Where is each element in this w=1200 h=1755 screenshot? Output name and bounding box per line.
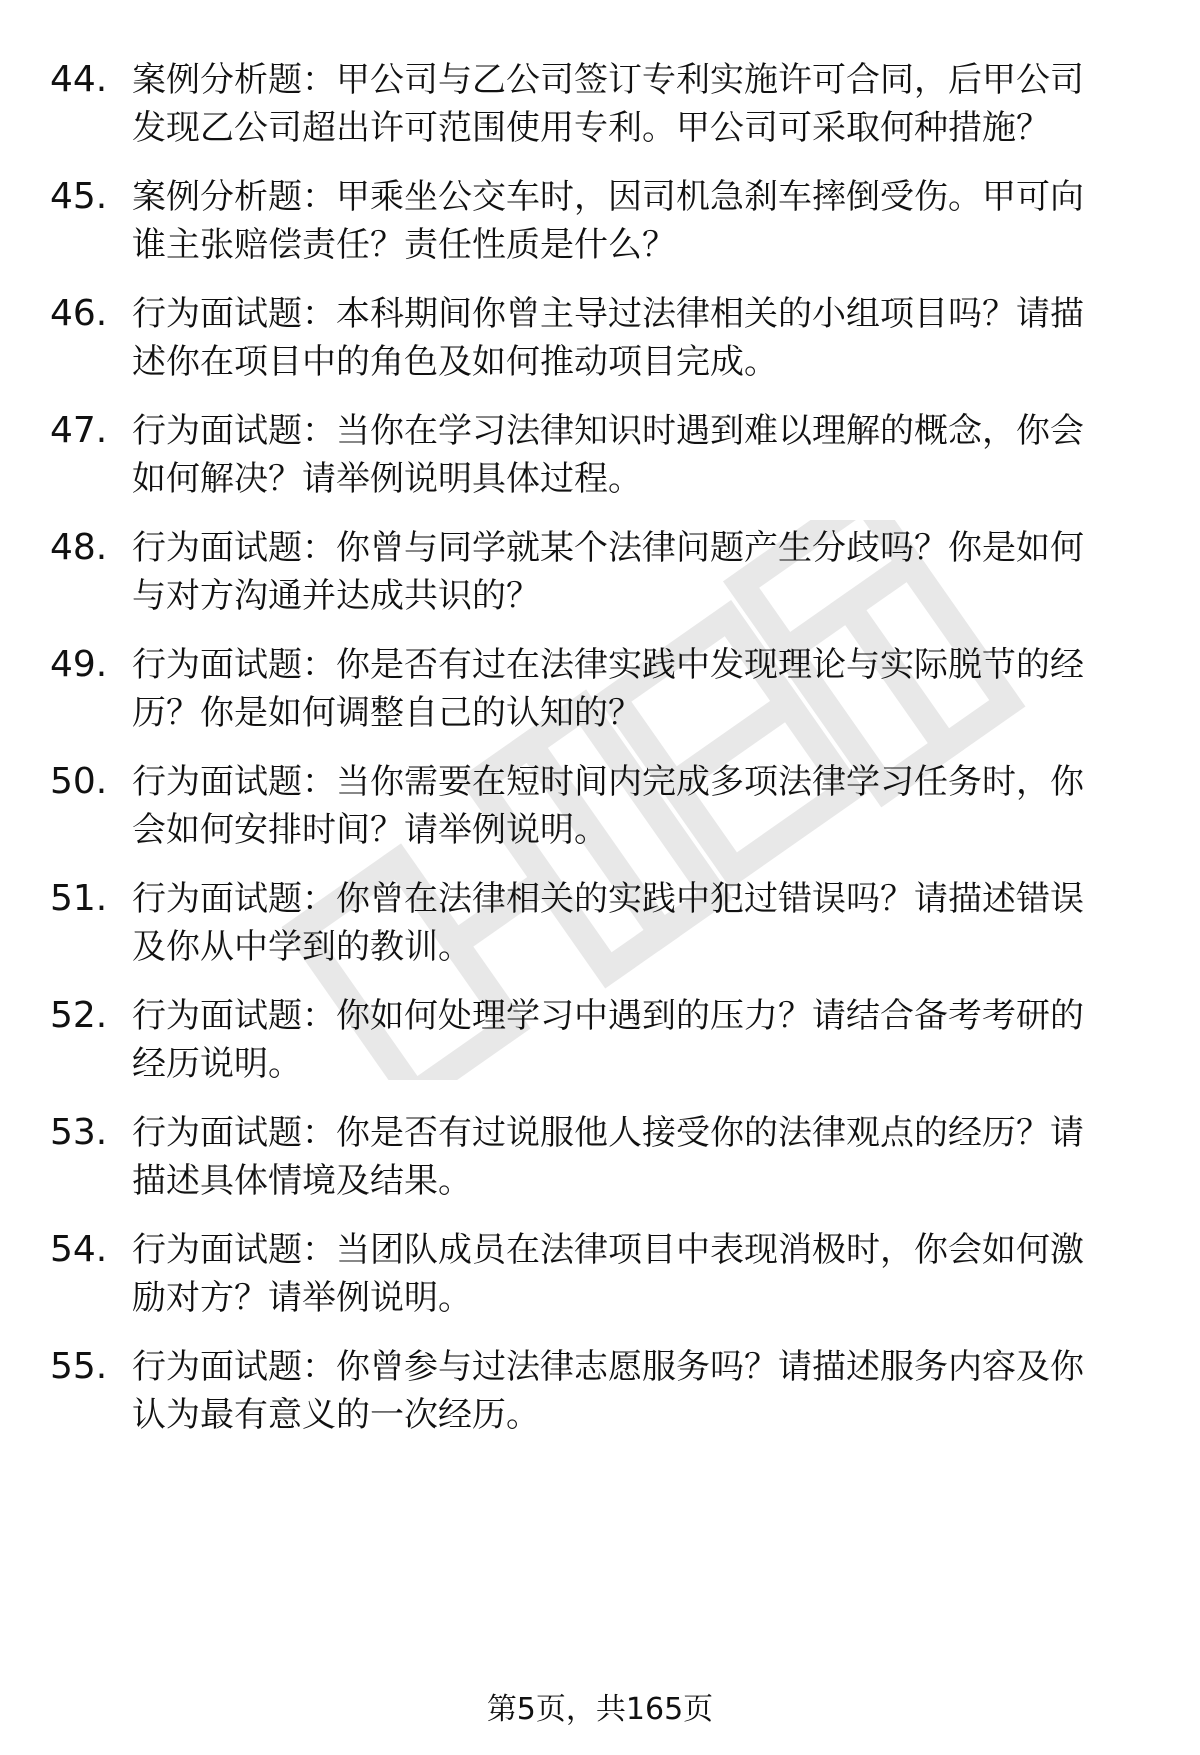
question-item xyxy=(50,991,1150,1091)
question-number: 54. xyxy=(50,1229,108,1270)
question-number: 46. xyxy=(50,293,108,334)
question-item xyxy=(50,406,1150,506)
question-number: 52. xyxy=(50,995,108,1036)
question-text-line: 行为面试题：你如何处理学习中遇到的压力？请结合备考考研的 xyxy=(132,996,1084,1036)
question-item xyxy=(50,640,1150,740)
question-number: 51. xyxy=(50,878,108,919)
question-text-line: 述你在项目中的角色及如何推动项目完成。 xyxy=(132,342,778,382)
question-text-line: 行为面试题：当团队成员在法律项目中表现消极时，你会如何激 xyxy=(132,1230,1084,1270)
question-text-line: 认为最有意义的一次经历。 xyxy=(132,1395,540,1435)
question-text-line: 案例分析题：甲公司与乙公司签订专利实施许可合同，后甲公司 xyxy=(132,60,1084,100)
question-text-line: 谁主张赔偿责任？责任性质是什么？ xyxy=(132,225,676,265)
question-item xyxy=(50,874,1150,974)
question-number: 48. xyxy=(50,527,108,568)
question-item xyxy=(50,1342,1150,1442)
question-number: 50. xyxy=(50,761,108,802)
question-text-line: 案例分析题：甲乘坐公交车时，因司机急刹车摔倒受伤。甲可向 xyxy=(132,177,1084,217)
question-text-line: 经历说明。 xyxy=(132,1044,302,1084)
question-number: 49. xyxy=(50,644,108,685)
question-text-line: 及你从中学到的教训。 xyxy=(132,927,472,967)
question-item xyxy=(50,55,1150,155)
question-text-line: 行为面试题：你是否有过说服他人接受你的法律观点的经历？请 xyxy=(132,1113,1084,1153)
page-footer xyxy=(0,1690,1200,1730)
question-item xyxy=(50,757,1150,857)
question-text-line: 行为面试题：你曾与同学就某个法律问题产生分歧吗？你是如何 xyxy=(132,528,1084,568)
question-item xyxy=(50,289,1150,389)
question-item xyxy=(50,1225,1150,1325)
question-number: 55. xyxy=(50,1346,108,1387)
question-text-line: 励对方？请举例说明。 xyxy=(132,1278,472,1318)
question-text-line: 行为面试题：你是否有过在法律实践中发现理论与实际脱节的经 xyxy=(132,645,1084,685)
question-item xyxy=(50,1108,1150,1208)
question-text-line: 行为面试题：当你需要在短时间内完成多项法律学习任务时，你 xyxy=(132,762,1084,802)
question-text-line: 行为面试题：你曾参与过法律志愿服务吗？请描述服务内容及你 xyxy=(132,1347,1084,1387)
question-text-line: 历？你是如何调整自己的认知的？ xyxy=(132,693,642,733)
question-text-line: 行为面试题：本科期间你曾主导过法律相关的小组项目吗？请描 xyxy=(132,294,1084,334)
question-text-line: 描述具体情境及结果。 xyxy=(132,1161,472,1201)
question-text-line: 如何解决？请举例说明具体过程。 xyxy=(132,459,642,499)
question-text-line: 会如何安排时间？请举例说明。 xyxy=(132,810,608,850)
question-number: 53. xyxy=(50,1112,108,1153)
question-text-line: 行为面试题：当你在学习法律知识时遇到难以理解的概念，你会 xyxy=(132,411,1084,451)
question-item xyxy=(50,523,1150,623)
question-text-line: 发现乙公司超出许可范围使用专利。甲公司可采取何种措施？ xyxy=(132,108,1050,148)
question-text-line: 与对方沟通并达成共识的？ xyxy=(132,576,540,616)
question-item xyxy=(50,172,1150,272)
page-number-text: 第5页，共165页 xyxy=(486,1692,714,1727)
question-text-line: 行为面试题：你曾在法律相关的实践中犯过错误吗？请描述错误 xyxy=(132,879,1084,919)
question-number: 47. xyxy=(50,410,108,451)
question-number: 44. xyxy=(50,59,108,100)
question-number: 45. xyxy=(50,176,108,217)
